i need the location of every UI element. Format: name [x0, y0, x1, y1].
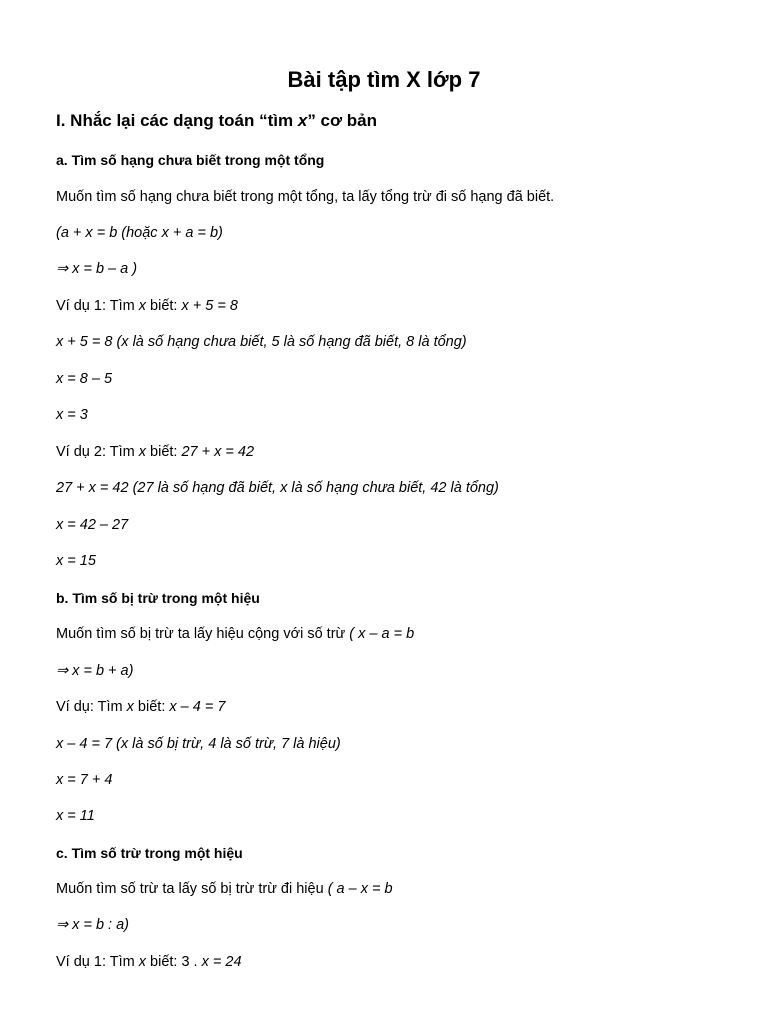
example-b-step-2: x = 7 + 4: [56, 772, 113, 788]
example-label: Ví dụ 2: Tìm: [56, 444, 139, 460]
example-c-1: [56, 952, 242, 972]
example-mid: biết:: [146, 298, 182, 314]
example-mid: biết: 3 .: [146, 954, 202, 970]
example-equation: x + 5 = 8: [181, 298, 238, 314]
example-a-1-step-3: x = 3: [56, 407, 88, 423]
example-mid: biết:: [133, 699, 170, 715]
formula-a-2: ⇒ x = b – a ): [56, 261, 138, 277]
rule-formula: ( x – a = b: [349, 626, 415, 642]
example-label: Ví dụ 1: Tìm: [56, 954, 139, 970]
formula-c-2: ⇒ x = b : a): [56, 917, 129, 933]
rule-a: Muốn tìm số hạng chưa biết trong một tổng, ta lấy tổng trừ đi số hạng đã biết.: [56, 189, 555, 205]
example-variable: x: [138, 954, 146, 970]
example-a-1: [56, 296, 238, 316]
formula-b-2: ⇒ x = b + a): [56, 663, 134, 679]
example-b: [56, 697, 225, 717]
example-a-2: [56, 442, 254, 462]
example-a-1-step-1: x + 5 = 8 (x là số hạng chưa biết, 5 là số hạng đã biết, 8 là tổng): [56, 334, 467, 350]
subheading-a: a. Tìm số hạng chưa biết trong một tổng: [56, 152, 325, 168]
page-title: Bài tập tìm X lớp 7: [287, 67, 481, 92]
example-mid: biết:: [146, 444, 182, 460]
section-heading-suffix: ” cơ bản: [307, 111, 378, 130]
example-equation: x = 24: [201, 954, 242, 970]
example-variable: x: [126, 699, 134, 715]
example-a-2-step-1: 27 + x = 42 (27 là số hạng đã biết, x là số hạng chưa biết, 42 là tổng): [56, 480, 499, 496]
example-b-step-3: x = 11: [56, 808, 95, 824]
example-label: Ví dụ: Tìm: [56, 699, 127, 715]
rule-formula: ( a – x = b: [327, 881, 393, 897]
example-a-1-step-2: x = 8 – 5: [56, 371, 113, 387]
example-equation: x – 4 = 7: [169, 699, 226, 715]
subheading-c: c. Tìm số trừ trong một hiệu: [56, 845, 243, 861]
rule-text: Muốn tìm số trừ ta lấy số bị trừ trừ đi hiệu: [56, 881, 328, 897]
rule-b: [56, 624, 414, 644]
example-b-step-1: x – 4 = 7 (x là số bị trừ, 4 là số trừ, 7 là hiệu): [56, 736, 341, 752]
rule-c: [56, 879, 393, 899]
example-equation: 27 + x = 42: [181, 444, 255, 460]
section-heading-1: [56, 110, 377, 132]
rule-text: Muốn tìm số bị trừ ta lấy hiệu cộng với số trừ: [56, 626, 350, 642]
example-label: Ví dụ 1: Tìm: [56, 298, 139, 314]
formula-a-1: (a + x = b (hoặc x + a = b): [56, 225, 223, 241]
example-variable: x: [138, 298, 146, 314]
example-a-2-step-2: x = 42 – 27: [56, 517, 129, 533]
section-heading-variable: x: [297, 111, 308, 130]
example-variable: x: [138, 444, 146, 460]
subheading-b: b. Tìm số bị trừ trong một hiệu: [56, 590, 260, 606]
section-heading-prefix: I. Nhắc lại các dạng toán “tìm: [56, 111, 298, 130]
example-a-2-step-3: x = 15: [56, 553, 96, 569]
